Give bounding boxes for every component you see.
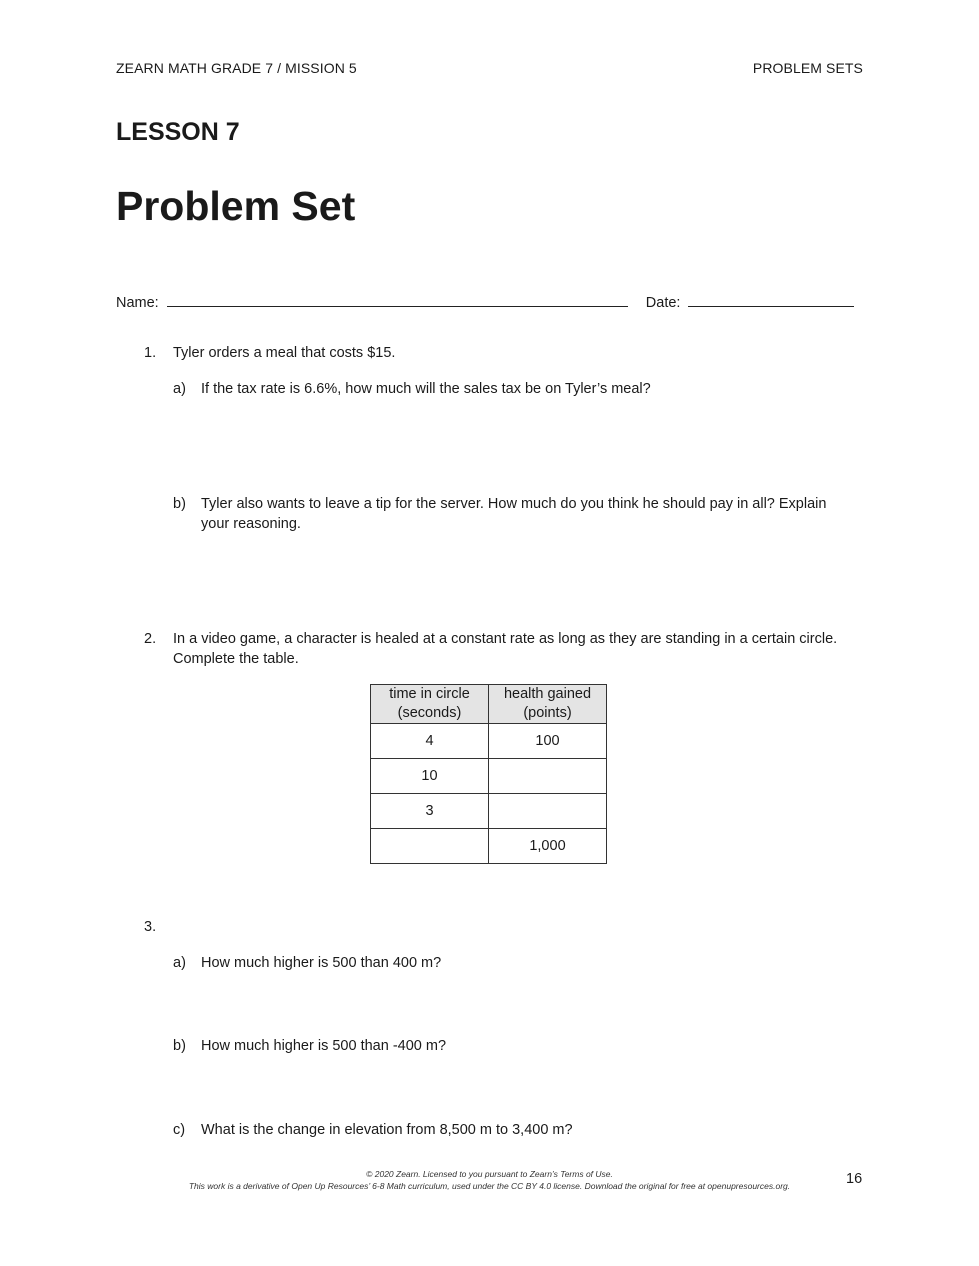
table-row — [371, 829, 607, 864]
problem-2-number: 2. — [144, 631, 157, 647]
page-title: Problem Set — [116, 183, 356, 229]
page-number: 16 — [846, 1171, 863, 1187]
table-header-time-line1: time in circle — [389, 686, 470, 702]
problem-1a-label: a) — [173, 381, 186, 397]
problem-1b-label: b) — [173, 496, 186, 512]
problem-3b-text: How much higher is 500 than -400 m? — [201, 1038, 447, 1054]
problem-3-number: 3. — [144, 919, 157, 935]
lesson-label: LESSON 7 — [116, 118, 240, 146]
problem-3a-text: How much higher is 500 than 400 m? — [201, 955, 442, 971]
date-field[interactable] — [688, 292, 854, 307]
problem-3c-text: What is the change in elevation from 8,500 m to 3,400 m? — [201, 1122, 573, 1138]
table-header-time-line2: (seconds) — [397, 705, 462, 721]
footer-license: This work is a derivative of Open Up Resources’ 6-8 Math curriculum, used under the CC BY 4.0 license. Download the original for free at openupresources.org. — [188, 1181, 791, 1191]
problem-1b-text: Tyler also wants to leave a tip for the server. How much do you think he should pay in all? Explain your reasoning. — [201, 496, 827, 532]
table-cell-time: 10 — [371, 759, 489, 794]
table-row — [371, 724, 607, 759]
name-field[interactable] — [167, 292, 628, 307]
table-row — [371, 759, 607, 794]
table-cell-time-blank[interactable] — [371, 829, 489, 864]
table-cell-time: 3 — [371, 794, 489, 829]
table-header-time — [371, 685, 489, 724]
table-cell-health: 100 — [489, 724, 607, 759]
table-header-row — [371, 685, 607, 724]
footer-copyright: © 2020 Zearn. Licensed to you pursuant to Zearn’s Terms of Use. — [366, 1169, 613, 1179]
problem-3a-label: a) — [173, 955, 186, 971]
problem-3c-label: c) — [173, 1122, 186, 1138]
table-cell-health: 1,000 — [489, 829, 607, 864]
table-header-health-line2: (points) — [523, 705, 572, 721]
name-label: Name: — [116, 295, 159, 311]
name-date-row — [116, 292, 854, 311]
problem-3b-label: b) — [173, 1038, 186, 1054]
problem-1a-text: If the tax rate is 6.6%, how much will the sales tax be on Tyler’s meal? — [201, 381, 651, 397]
table-cell-time: 4 — [371, 724, 489, 759]
problem-2-text: In a video game, a character is healed at a constant rate as long as they are standing in a certain circle. Complete the table. — [173, 631, 838, 667]
header-left: ZEARN MATH GRADE 7 / MISSION 5 — [116, 60, 357, 76]
table-cell-health-blank[interactable] — [489, 759, 607, 794]
problem-1-number: 1. — [144, 345, 157, 361]
table-row — [371, 794, 607, 829]
header-right: PROBLEM SETS — [752, 60, 863, 76]
date-label: Date: — [645, 295, 681, 311]
table-cell-health-blank[interactable] — [489, 794, 607, 829]
table-header-health — [489, 685, 607, 724]
health-table — [370, 684, 607, 864]
problem-1-text: Tyler orders a meal that costs $15. — [173, 345, 396, 361]
table-header-health-line1: health gained — [503, 686, 592, 702]
